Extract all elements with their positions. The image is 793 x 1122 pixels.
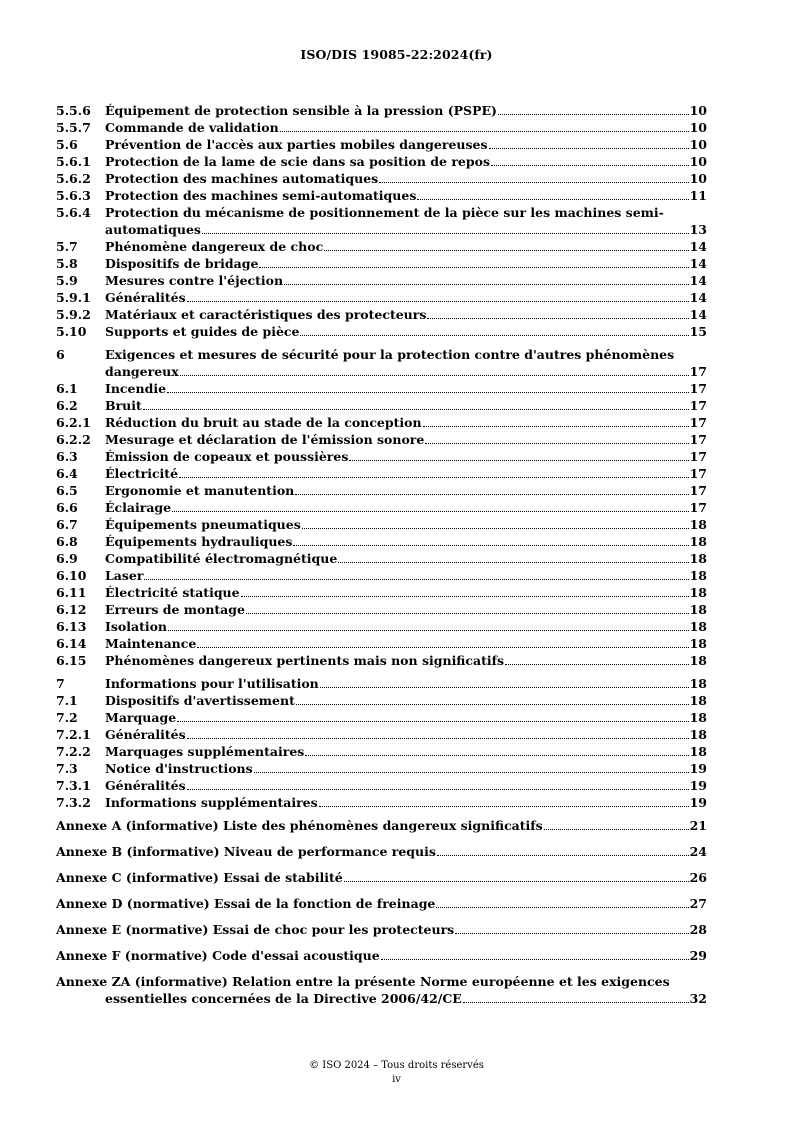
dot-leader	[437, 845, 689, 856]
document-header: ISO/DIS 19085-22:2024(fr)	[300, 47, 493, 62]
toc-entry	[56, 499, 707, 516]
toc-entry	[56, 170, 707, 187]
page-number-ref: 18	[689, 744, 707, 759]
dot-leader	[280, 121, 689, 132]
dot-leader	[505, 654, 689, 665]
entry-title: Équipement de protection sensible à la pression (PSPE)	[105, 103, 497, 118]
dot-leader	[187, 728, 689, 739]
entry-title: Informations pour l'utilisation	[105, 676, 319, 691]
section-number: 7.3.1	[56, 778, 91, 793]
toc-entry	[56, 584, 707, 601]
entry-title: Généralités	[105, 727, 186, 742]
toc-entry	[56, 675, 707, 692]
dot-leader	[177, 711, 688, 722]
entry-title: Électricité statique	[105, 585, 240, 600]
entry-line	[105, 794, 707, 811]
dot-leader	[197, 637, 688, 648]
page-number-ref: 29	[689, 948, 707, 963]
dot-leader	[498, 104, 689, 115]
section-number: 5.9	[56, 273, 78, 288]
toc-entry	[56, 306, 707, 323]
dot-leader	[305, 745, 688, 756]
dot-leader	[284, 274, 688, 285]
entry-line	[105, 533, 707, 550]
copyright-notice: © ISO 2024 – Tous droits réservés	[309, 1060, 484, 1071]
section-number: 6.2	[56, 398, 78, 413]
dot-leader	[167, 382, 689, 393]
section-number: 5.8	[56, 256, 78, 271]
dot-leader	[379, 172, 688, 183]
entry-title: Ergonomie et manutention	[105, 483, 295, 498]
section-number: 7.2.2	[56, 744, 91, 759]
entry-title: Réduction du bruit au stade de la conception	[105, 415, 422, 430]
section-number: 5.6.1	[56, 154, 91, 169]
entry-line	[105, 990, 707, 1007]
entry-title: Annexe A (informative) Liste des phénomènes dangereux significatifs	[56, 818, 543, 833]
annex-entry	[56, 921, 707, 938]
dot-leader	[259, 257, 688, 268]
entry-title: essentielles concernées de la Directive 2006/42/CE	[105, 991, 462, 1006]
entry-line	[105, 760, 707, 777]
entry-title: Émission de copeaux et poussières	[105, 449, 349, 464]
section-number: 5.6.4	[56, 205, 91, 220]
entry-title: Marquage	[105, 710, 177, 725]
toc-entry	[56, 272, 707, 289]
toc-entry	[56, 255, 707, 272]
entry-title: Mesures contre l'éjection	[105, 273, 284, 288]
entry-title: Protection des machines automatiques	[105, 171, 379, 186]
page-number-ref: 19	[689, 761, 707, 776]
toc-entry	[56, 567, 707, 584]
section-number: 6.8	[56, 534, 78, 549]
dot-leader	[172, 501, 688, 512]
dot-leader	[320, 677, 689, 688]
page-number-ref: 14	[689, 273, 707, 288]
page-number-ref: 17	[689, 483, 707, 498]
entry-line	[105, 550, 707, 567]
entry-line	[56, 895, 707, 912]
toc-entry	[56, 431, 707, 448]
entry-line	[105, 255, 707, 272]
section-number: 6.11	[56, 585, 87, 600]
section-number: 6.15	[56, 653, 87, 668]
page-number-ref: 18	[689, 568, 707, 583]
page-number-ref: 15	[689, 324, 707, 339]
dot-leader	[344, 871, 689, 882]
page-number-ref: 18	[689, 585, 707, 600]
toc-entry	[56, 136, 707, 153]
toc-entry	[56, 516, 707, 533]
dot-leader	[293, 535, 688, 546]
section-number: 6.7	[56, 517, 78, 532]
dot-leader	[427, 308, 688, 319]
annex-spacer	[56, 938, 707, 947]
page-number-ref: 17	[689, 432, 707, 447]
dot-leader	[246, 603, 689, 614]
page-number-ref: 32	[689, 991, 707, 1006]
dot-leader	[302, 518, 689, 529]
page-number: iv	[392, 1074, 401, 1085]
entry-line	[105, 136, 707, 153]
toc-entry	[56, 794, 707, 811]
table-of-contents	[56, 102, 707, 1007]
entry-line	[105, 363, 707, 380]
page-number-ref: 10	[689, 154, 707, 169]
entry-line	[105, 777, 707, 794]
entry-title: Protection des machines semi-automatiques	[105, 188, 417, 203]
entry-line	[105, 397, 707, 414]
entry-line	[56, 869, 707, 886]
entry-title: Phénomènes dangereux pertinents mais non significatifs	[105, 653, 505, 668]
toc-entry	[56, 204, 707, 238]
entry-line	[105, 635, 707, 652]
toc-entry	[56, 187, 707, 204]
entry-title: automatiques	[105, 222, 201, 237]
entry-line	[105, 709, 707, 726]
entry-line	[105, 584, 707, 601]
entry-line	[105, 431, 707, 448]
page-number-ref: 19	[689, 778, 707, 793]
section-number: 6.6	[56, 500, 78, 515]
entry-title: Électricité	[105, 466, 179, 481]
section-number: 6.4	[56, 466, 78, 481]
page-number-ref: 17	[689, 398, 707, 413]
toc-entry	[56, 448, 707, 465]
entry-title: Mesurage et déclaration de l'émission sonore	[105, 432, 425, 447]
page-number-ref: 17	[689, 415, 707, 430]
toc-entry	[56, 397, 707, 414]
toc-entry	[56, 743, 707, 760]
dot-leader	[544, 819, 689, 830]
section-number: 6.14	[56, 636, 87, 651]
dot-leader	[187, 779, 689, 790]
entry-line	[105, 187, 707, 204]
entry-line	[105, 601, 707, 618]
page-number-ref: 17	[689, 466, 707, 481]
toc-entry	[56, 346, 707, 380]
entry-title: Isolation	[105, 619, 168, 634]
page-number-ref: 19	[689, 795, 707, 810]
entry-title: Phénomène dangereux de choc	[105, 239, 324, 254]
dot-leader	[381, 949, 689, 960]
toc-entry	[56, 726, 707, 743]
entry-line	[105, 414, 707, 431]
entry-title-line1: Annexe ZA (informative) Relation entre la présente Norme européenne et les exigences	[56, 974, 670, 989]
annex-entry	[56, 843, 707, 860]
annex-spacer	[56, 860, 707, 869]
section-number: 6.13	[56, 619, 87, 634]
annex-entry	[56, 973, 707, 1007]
toc-entry	[56, 777, 707, 794]
section-number: 5.6.3	[56, 188, 91, 203]
toc-entry	[56, 238, 707, 255]
section-number: 7.2	[56, 710, 78, 725]
entry-line	[105, 448, 707, 465]
dot-leader	[489, 138, 689, 149]
dot-leader	[417, 189, 688, 200]
dot-leader	[241, 586, 689, 597]
entry-title: Erreurs de montage	[105, 602, 245, 617]
entry-title: dangereux	[105, 364, 179, 379]
entry-title: Annexe C (informative) Essai de stabilité	[56, 870, 343, 885]
entry-line	[56, 817, 707, 834]
entry-line	[105, 153, 707, 170]
section-number: 5.6.2	[56, 171, 91, 186]
entry-title: Généralités	[105, 290, 186, 305]
annex-spacer	[56, 834, 707, 843]
page-number-ref: 18	[689, 676, 707, 691]
entry-title: Compatibilité électromagnétique	[105, 551, 338, 566]
entry-title: Généralités	[105, 778, 186, 793]
dot-leader	[455, 923, 688, 934]
section-number: 7.3	[56, 761, 78, 776]
page-number-ref: 17	[689, 364, 707, 379]
entry-title: Commande de validation	[105, 120, 279, 135]
page-number-ref: 27	[689, 896, 707, 911]
page-number-ref: 14	[689, 239, 707, 254]
page-footer	[0, 1059, 793, 1087]
dot-leader	[144, 569, 688, 580]
section-number: 7.3.2	[56, 795, 91, 810]
page-number-ref: 18	[689, 636, 707, 651]
entry-title: Incendie	[105, 381, 167, 396]
page-number-ref: 18	[689, 602, 707, 617]
section-number: 6.1	[56, 381, 78, 396]
annex-spacer	[56, 964, 707, 973]
toc-entry	[56, 709, 707, 726]
entry-line	[105, 499, 707, 516]
page-number-ref: 10	[689, 103, 707, 118]
entry-line	[56, 947, 707, 964]
entry-title-line1: Protection du mécanisme de positionnement de la pièce sur les machines semi-	[105, 205, 664, 220]
annex-entry	[56, 947, 707, 964]
entry-title: Prévention de l'accès aux parties mobiles dangereuses	[105, 137, 488, 152]
section-number: 5.6	[56, 137, 78, 152]
entry-title: Annexe B (informative) Niveau de performance requis	[56, 844, 436, 859]
entry-title: Dispositifs d'avertissement	[105, 693, 295, 708]
entry-line	[105, 306, 707, 323]
entry-line	[105, 618, 707, 635]
entry-title: Matériaux et caractéristiques des protecteurs	[105, 307, 427, 322]
dot-leader	[491, 155, 689, 166]
section-number: 7.1	[56, 693, 78, 708]
section-number: 6.9	[56, 551, 78, 566]
section-number: 6.2.1	[56, 415, 91, 430]
page-number-ref: 17	[689, 500, 707, 515]
dot-leader	[296, 694, 689, 705]
section-number: 5.5.6	[56, 103, 91, 118]
annex-spacer	[56, 886, 707, 895]
entry-line	[105, 102, 707, 119]
entry-line	[105, 380, 707, 397]
dot-leader	[143, 399, 689, 410]
entry-title: Dispositifs de bridage	[105, 256, 259, 271]
dot-leader	[180, 365, 689, 376]
page-number-ref: 10	[689, 171, 707, 186]
page-number-ref: 28	[689, 922, 707, 937]
entry-line	[105, 482, 707, 499]
toc-entry	[56, 289, 707, 306]
page-number-ref: 10	[689, 137, 707, 152]
section-number: 5.7	[56, 239, 78, 254]
entry-line	[105, 652, 707, 669]
dot-leader	[425, 433, 688, 444]
entry-line	[105, 516, 707, 533]
dot-leader	[168, 620, 689, 631]
entry-title: Éclairage	[105, 500, 172, 515]
toc-entry	[56, 652, 707, 669]
entry-title: Équipements hydrauliques	[105, 534, 293, 549]
entry-title: Équipements pneumatiques	[105, 517, 301, 532]
page-number-ref: 21	[689, 818, 707, 833]
section-number: 7	[56, 676, 65, 691]
toc-entry	[56, 119, 707, 136]
section-number: 5.5.7	[56, 120, 91, 135]
dot-leader	[179, 467, 689, 478]
page-number-ref: 18	[689, 517, 707, 532]
entry-line	[105, 119, 707, 136]
annex-entry	[56, 869, 707, 886]
entry-line	[56, 921, 707, 938]
entry-title: Marquages supplémentaires	[105, 744, 305, 759]
entry-title: Maintenance	[105, 636, 197, 651]
entry-title: Protection de la lame de scie dans sa position de repos	[105, 154, 490, 169]
entry-title: Bruit	[105, 398, 142, 413]
page-number-ref: 26	[689, 870, 707, 885]
toc-entry	[56, 618, 707, 635]
page-number-ref: 17	[689, 449, 707, 464]
dot-leader	[300, 325, 688, 336]
section-number: 5.9.1	[56, 290, 91, 305]
entry-line	[105, 170, 707, 187]
dot-leader	[187, 291, 689, 302]
section-number: 6.3	[56, 449, 78, 464]
toc-entry	[56, 601, 707, 618]
toc-entry	[56, 380, 707, 397]
entry-line	[105, 726, 707, 743]
page-number-ref: 14	[689, 256, 707, 271]
page-number-ref: 18	[689, 534, 707, 549]
entry-line	[105, 238, 707, 255]
page-number-ref: 18	[689, 693, 707, 708]
entry-title: Supports et guides de pièce	[105, 324, 300, 339]
entry-line	[105, 289, 707, 306]
section-number: 6.12	[56, 602, 87, 617]
page-number-ref: 14	[689, 290, 707, 305]
section-number: 6.2.2	[56, 432, 91, 447]
section-number: 6.10	[56, 568, 87, 583]
dot-leader	[423, 416, 689, 427]
toc-entry	[56, 692, 707, 709]
entry-line	[105, 323, 707, 340]
dot-leader	[338, 552, 688, 563]
page-number-ref: 18	[689, 710, 707, 725]
page-number-ref: 11	[689, 188, 707, 203]
page-number-ref: 14	[689, 307, 707, 322]
section-number: 6.5	[56, 483, 78, 498]
toc-entry	[56, 533, 707, 550]
entry-title-line1: Exigences et mesures de sécurité pour la protection contre d'autres phénomènes	[105, 347, 675, 362]
entry-title: Laser	[105, 568, 144, 583]
page-number-ref: 18	[689, 653, 707, 668]
toc-entry	[56, 760, 707, 777]
toc-entry	[56, 482, 707, 499]
annex-entry	[56, 817, 707, 834]
toc-entry	[56, 550, 707, 567]
entry-line	[105, 675, 707, 692]
page-number-ref: 18	[689, 551, 707, 566]
section-number: 5.10	[56, 324, 87, 339]
page-number-ref: 13	[689, 222, 707, 237]
entry-line	[105, 692, 707, 709]
entry-title: Annexe D (normative) Essai de la fonction de freinage	[56, 896, 436, 911]
dot-leader	[319, 796, 689, 807]
page-number-ref: 17	[689, 381, 707, 396]
section-number: 7.2.1	[56, 727, 91, 742]
entry-title: Annexe E (normative) Essai de choc pour les protecteurs	[56, 922, 455, 937]
toc-entry	[56, 153, 707, 170]
dot-leader	[254, 762, 689, 773]
entry-line	[105, 221, 707, 238]
entry-line	[105, 465, 707, 482]
dot-leader	[324, 240, 688, 251]
entry-line	[105, 272, 707, 289]
toc-entry	[56, 635, 707, 652]
section-number: 5.9.2	[56, 307, 91, 322]
toc-entry	[56, 102, 707, 119]
dot-leader	[202, 223, 689, 234]
dot-leader	[436, 897, 688, 908]
toc-entry	[56, 414, 707, 431]
toc-entry	[56, 465, 707, 482]
page-number-ref: 10	[689, 120, 707, 135]
entry-title: Annexe F (normative) Code d'essai acoustique	[56, 948, 380, 963]
section-number: 6	[56, 347, 65, 362]
dot-leader	[349, 450, 688, 461]
dot-leader	[295, 484, 688, 495]
annex-entry	[56, 895, 707, 912]
entry-line	[105, 567, 707, 584]
entry-title: Notice d'instructions	[105, 761, 253, 776]
dot-leader	[463, 992, 689, 1003]
entry-line	[105, 743, 707, 760]
page-number-ref: 24	[689, 844, 707, 859]
annex-spacer	[56, 912, 707, 921]
entry-title: Informations supplémentaires	[105, 795, 318, 810]
page-number-ref: 18	[689, 619, 707, 634]
entry-line	[56, 843, 707, 860]
toc-entry	[56, 323, 707, 340]
page-number-ref: 18	[689, 727, 707, 742]
